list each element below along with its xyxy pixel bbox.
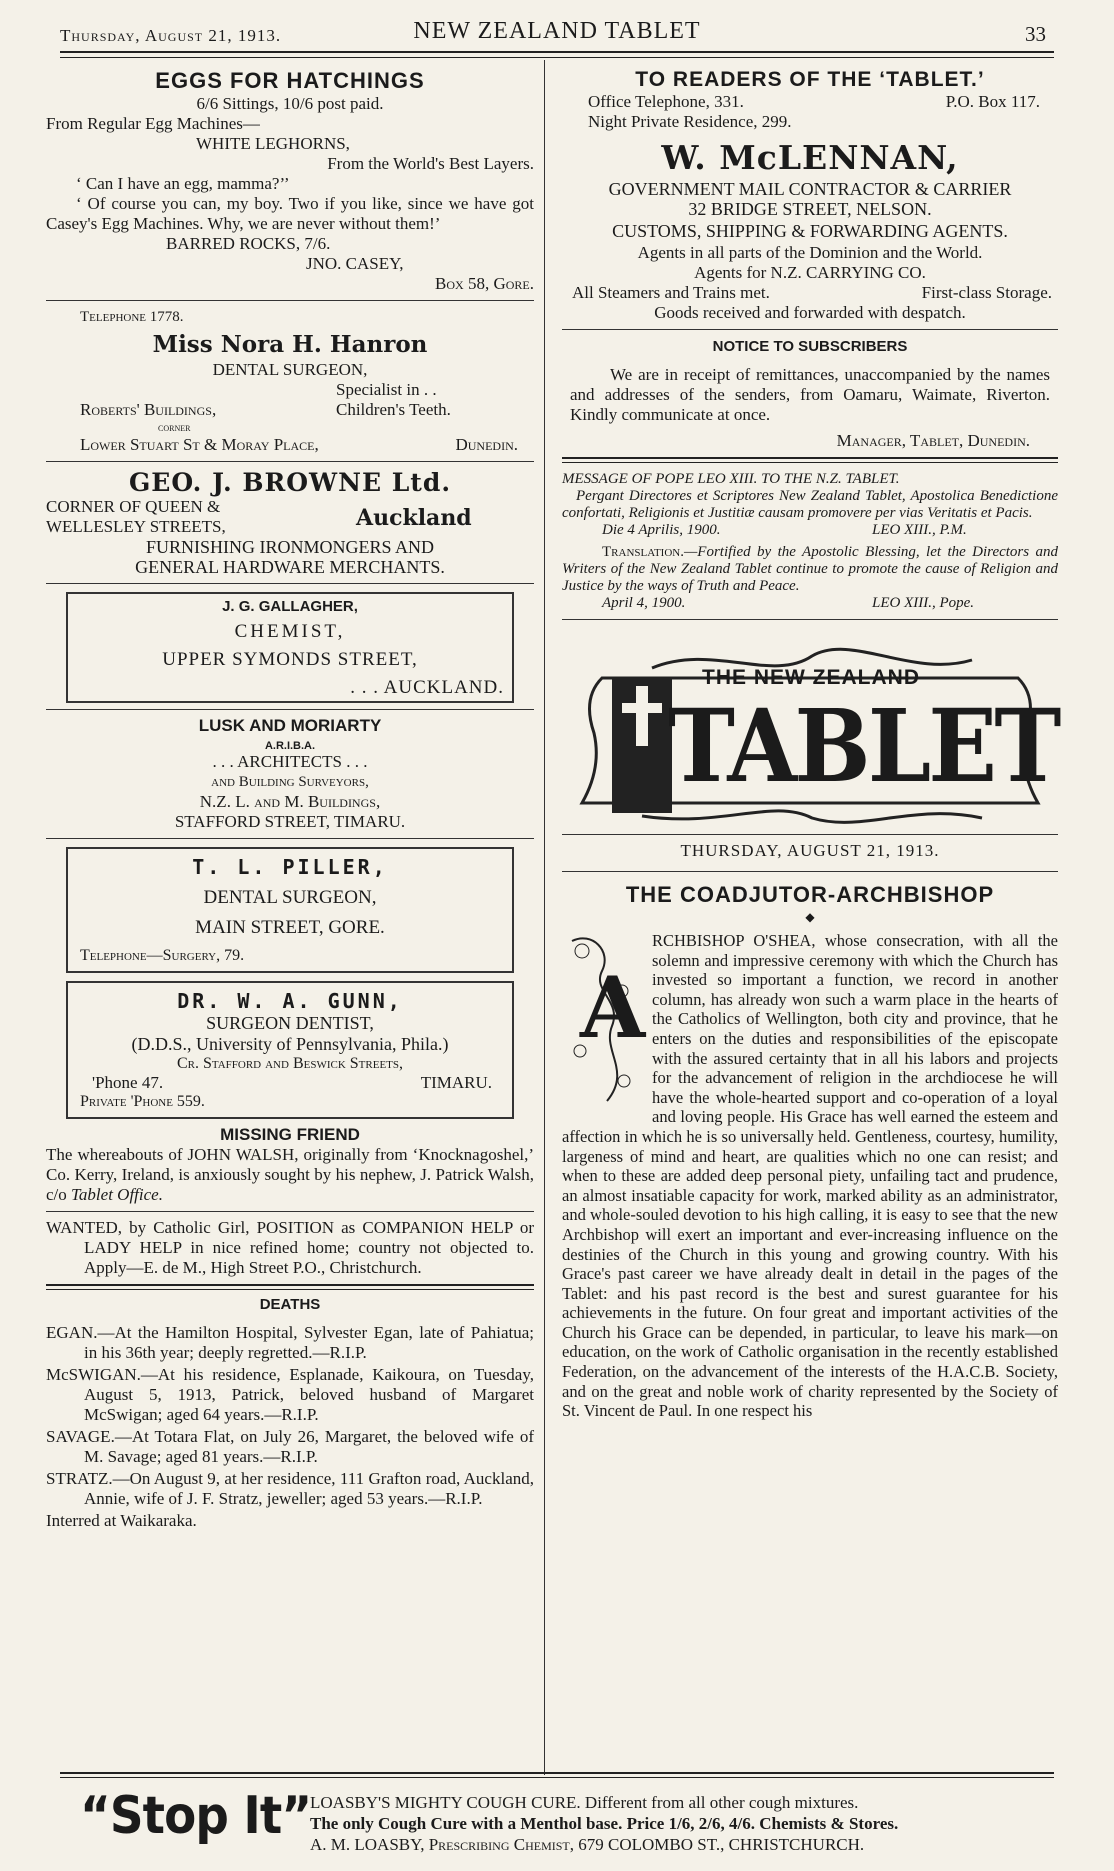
double-divider	[46, 1284, 534, 1290]
missing-title: MISSING FRIEND	[220, 1125, 360, 1144]
page-number: 33	[1025, 22, 1046, 46]
pope-latin: Pergant Directores et Scriptores New Zealand Tablet, Apostolica Benedictione confortati, Religionis et Justitiæ causam promovere per vias Veritatis et Pacis.	[562, 488, 1058, 521]
gallagher-ad	[66, 592, 514, 703]
masthead: NEW ZEALAND TABLET	[413, 18, 701, 44]
double-divider	[562, 457, 1058, 463]
gunn-address: Cr. Stafford and Beswick Streets,	[176, 1055, 404, 1072]
logo-word: TABLET	[668, 687, 1059, 805]
eggs-title: EGGS FOR HATCHINGS	[155, 68, 425, 93]
tablet-logo	[572, 638, 1059, 828]
death-entry: McSWIGAN.—At his residence, Esplanade, Kaikoura, on Tuesday, August 5, 1913, Patrick, beloved husband of Margaret McSwigan; aged 64 years.—R.I.P.	[46, 1365, 534, 1424]
eggs-quote1: ‘ Can I have an egg, mamma?’’	[76, 174, 290, 193]
pope-eng-date: April 4, 1900.	[602, 595, 686, 611]
lusk-title: . . . ARCHITECTS . . .	[212, 752, 368, 771]
mclennan-name: W. McLENNAN,	[661, 138, 959, 177]
mclennan-l4: Agents in all parts of the Dominion and the World.	[637, 243, 983, 262]
gallagher-city: . . . AUCKLAND.	[350, 677, 504, 698]
browne-line2: GENERAL HARDWARE MERCHANTS.	[135, 557, 445, 577]
divider	[562, 834, 1058, 835]
wanted-ad	[46, 1218, 534, 1278]
browne-corner2: WELLESLEY STREETS,	[46, 517, 226, 536]
gunn-city: TIMARU.	[420, 1073, 492, 1092]
browne-name: GEO. J. BROWNE Ltd.	[128, 468, 452, 497]
eggs-quote2: ‘ Of course you can, my boy. Two if you like, since we have got Casey's Egg Machines. Why, we are never without them!’	[46, 194, 534, 233]
hanron-children: Children's Teeth.	[336, 400, 451, 419]
hanron-city: Dunedin.	[455, 435, 518, 454]
title-ornament: ◆	[805, 910, 815, 924]
death-entry: SAVAGE.—At Totara Flat, on July 26, Margaret, the beloved wife of M. Savage; aged 81 years.—R.I.P.	[46, 1427, 534, 1466]
browne-ad	[46, 468, 534, 577]
eggs-prices: 6/6 Sittings, 10/6 post paid.	[196, 94, 384, 113]
lusk-ad	[46, 716, 534, 832]
wanted-text: WANTED, by Catholic Girl, POSITION as COMPANION HELP or LADY HELP in nice refined home; country not objected to. Apply—E. de M., High Street P.O., Christchurch.	[46, 1218, 534, 1277]
piller-ad	[66, 847, 514, 973]
right-column	[562, 62, 1058, 1421]
issue-date: THURSDAY, AUGUST 21, 1913.	[680, 841, 940, 860]
piller-street: MAIN STREET, GORE.	[195, 917, 385, 938]
stop-it-slogan: “Stop It”	[80, 1786, 312, 1846]
hanron-corner: corner	[158, 420, 191, 434]
footer-rule	[60, 1772, 1054, 1778]
divider	[562, 329, 1058, 330]
mclennan-l7: Goods received and forwarded with despatch.	[654, 303, 966, 322]
divider	[46, 583, 534, 584]
eggs-layers: From the World's Best Layers.	[327, 154, 534, 173]
divider	[46, 461, 534, 462]
mclennan-ad	[562, 138, 1058, 323]
browne-city: Auckland	[356, 505, 472, 531]
gunn-ad	[66, 981, 514, 1119]
hanron-ad	[46, 307, 534, 455]
mclennan-l5: Agents for N.Z. CARRYING CO.	[694, 263, 926, 282]
browne-corner1: CORNER OF QUEEN &	[46, 497, 221, 516]
death-entry: EGAN.—At the Hamilton Hospital, Sylvester Egan, late of Pahiatua; in his 36th year; deeply regretted.—R.I.P.	[46, 1323, 534, 1362]
eggs-box: Box 58, Gore.	[435, 274, 534, 293]
pope-latin-date: Die 4 Aprilis, 1900.	[602, 522, 721, 538]
readers-title: TO READERS OF THE ‘TABLET.’	[635, 68, 985, 91]
missing-office: Tablet Office.	[71, 1185, 163, 1204]
piller-name: T. L. PILLER,	[192, 855, 388, 879]
mclennan-l6a: All Steamers and Trains met.	[572, 283, 770, 302]
ornamental-dropcap	[562, 931, 644, 1113]
hanron-specialist: Specialist in . .	[336, 380, 437, 399]
translation-label: Translation.	[602, 544, 684, 560]
gunn-quals: (D.D.S., University of Pennsylvania, Phila.)	[131, 1034, 449, 1054]
eggs-barred: BARRED ROCKS, 7/6.	[166, 234, 331, 253]
gallagher-street: UPPER SYMONDS STREET,	[162, 649, 418, 670]
cough-cure-ad	[60, 1772, 1054, 1862]
eggs-seller: JNO. CASEY,	[306, 254, 404, 273]
cough-cure-text	[310, 1792, 1054, 1855]
mclennan-l3: CUSTOMS, SHIPPING & FORWARDING AGENTS.	[612, 221, 1008, 241]
hanron-name: Miss Nora H. Hanron	[152, 331, 428, 358]
hanron-telephone: Telephone 1778.	[80, 309, 184, 325]
mclennan-l6b: First-class Storage.	[921, 283, 1052, 302]
cough-line2: The only Cough Cure with a Menthol base. Price 1/6, 2/6, 4/6. Chemists & Stores.	[310, 1814, 899, 1833]
hanron-title: DENTAL SURGEON,	[212, 360, 368, 379]
article-title: THE COADJUTOR-ARCHBISHOP	[625, 882, 995, 907]
browne-line1: FURNISHING IRONMONGERS AND	[145, 537, 435, 557]
left-column	[46, 62, 534, 1533]
death-entry: STRATZ.—On August 9, at her residence, 111 Grafton road, Auckland, Annie, wife of J. F. Stratz, jeweller; aged 53 years.—R.I.P.	[46, 1469, 534, 1508]
divider	[46, 709, 534, 710]
notice-sign: Manager, Tablet, Dunedin.	[836, 431, 1030, 450]
pope-eng-sign: LEO XIII., Pope.	[872, 595, 975, 611]
eggs-ad	[46, 68, 534, 294]
pope-translation: —Fortified by the Apostolic Blessing, let the Directors and Writers of the New Zealand Tablet continue to promote the cause of Religion and Justice by the ways of Truth and Peace.	[562, 544, 1058, 594]
death-entry: Interred at Waikaraka.	[46, 1511, 197, 1530]
lusk-street: STAFFORD STREET, TIMARU.	[174, 812, 406, 831]
piller-title: DENTAL SURGEON,	[203, 887, 377, 908]
editorial-article	[562, 882, 1058, 1421]
header-date: Thursday, August 21, 1913.	[60, 26, 282, 45]
gunn-private-phone: Private 'Phone 559.	[80, 1093, 205, 1110]
hanron-building: Roberts' Buildings,	[80, 400, 217, 419]
gunn-phone: 'Phone 47.	[92, 1073, 164, 1092]
cough-line3: A. M. LOASBY, Prescribing Chemist, 679 COLOMBO ST., CHRISTCHURCH.	[310, 1835, 865, 1854]
lusk-building: N.Z. L. and M. Buildings,	[199, 792, 381, 811]
lusk-name: LUSK AND MORIARTY	[198, 716, 382, 735]
gunn-name: DR. W. A. GUNN,	[177, 989, 403, 1013]
dropcap-letter: A	[580, 958, 646, 1057]
readers-notice	[562, 68, 1058, 132]
notice-body: We are in receipt of remittances, unaccompanied by the names and addresses of the senders, from Oamaru, Waimate, Riverton. Kindly communicate at once.	[570, 365, 1050, 424]
divider	[46, 1211, 534, 1212]
divider	[46, 838, 534, 839]
night-telephone: Night Private Residence, 299.	[588, 112, 792, 131]
gallagher-title: CHEMIST,	[234, 621, 346, 642]
header-rule	[60, 51, 1054, 58]
notice-title: NOTICE TO SUBSCRIBERS	[712, 338, 908, 355]
office-telephone: Office Telephone, 331.	[588, 92, 744, 111]
pope-latin-sign: LEO XIII., P.M.	[872, 522, 967, 538]
notice-subscribers	[562, 338, 1058, 451]
eggs-source: From Regular Egg Machines—	[46, 114, 260, 133]
pope-message	[562, 471, 1058, 613]
cough-line1: LOASBY'S MIGHTY COUGH CURE. Different from all other cough mixtures.	[310, 1793, 859, 1812]
missing-ad	[46, 1125, 534, 1205]
piller-phone: Telephone—Surgery, 79.	[80, 947, 245, 964]
deaths-title: DEATHS	[259, 1296, 321, 1313]
lusk-sub: and Building Surveyors,	[211, 774, 369, 790]
deaths-section	[46, 1296, 534, 1531]
divider	[562, 871, 1058, 872]
logo-top-text: THE NEW ZEALAND	[702, 666, 920, 689]
divider	[46, 300, 534, 301]
running-header	[60, 18, 1054, 48]
lusk-quals: A.R.I.B.A.	[264, 740, 316, 752]
mclennan-l2: 32 BRIDGE STREET, NELSON.	[688, 199, 932, 219]
eggs-breed: WHITE LEGHORNS,	[196, 134, 350, 153]
article-body: RCHBISHOP O'SHEA, whose consecration, with all the solemn and impressive ceremony with which the Church has invested so important a function, we record in another column, has already won such a warm place in the hearts of the Catholics of Wellington, both city and province, that he enters on the duties and responsibilities of the episcopate with the assured certainty that in all his labors and projects for the advancement of religion in the archdiocese he will have the whole-hearted support and co-operation of a loyal and loving people. His Grace has well earned the esteem and affection in which he is so universally held. Gentleness, courtesy, humility, largeness of mind and heart, are qualities which no one can resist; and when to these are added deep personal piety, unfailing tact and prudence, an almost insatiable capacity for work, marked ability as an administrator, and whole-souled devotion to his high calling, it is easy to see that the new Archbishop will exert an important and ever-increasing influence on the destinies of the Church in this young and growing country. With his Grace's past career we have already dealt in detail in the pages of the Tablet: and his past record is the best and surest guarantee for his achievements in the future. On four great and important activities of the Church his Grace can be depended, in particular, to leave his mark—on education, on the work of Catholic organisation in the recently established Federation, on the advancement of the interests of the H.A.C.B. Society, and on the great and noble work of charity represented by the Society of St. Vincent de Paul. In one respect his	[562, 931, 1058, 1421]
po-box: P.O. Box 117.	[945, 92, 1040, 111]
column-divider	[544, 60, 545, 1775]
missing-text: The whereabouts of JOHN WALSH, originally from ‘Knocknagoshel,’ Co. Kerry, Ireland, is anxiously sought by his nephew, J. Patrick Walsh, c/o	[46, 1145, 534, 1204]
mclennan-l1: GOVERNMENT MAIL CONTRACTOR & CARRIER	[608, 179, 1012, 199]
gunn-title: SURGEON DENTIST,	[206, 1013, 374, 1033]
divider	[562, 619, 1058, 620]
missing-body	[46, 1145, 534, 1205]
hanron-street: Lower Stuart St & Moray Place,	[80, 435, 319, 454]
gallagher-name: J. G. GALLAGHER,	[222, 598, 358, 615]
pope-title: MESSAGE OF POPE LEO XIII. TO THE N.Z. TABLET.	[562, 471, 900, 487]
